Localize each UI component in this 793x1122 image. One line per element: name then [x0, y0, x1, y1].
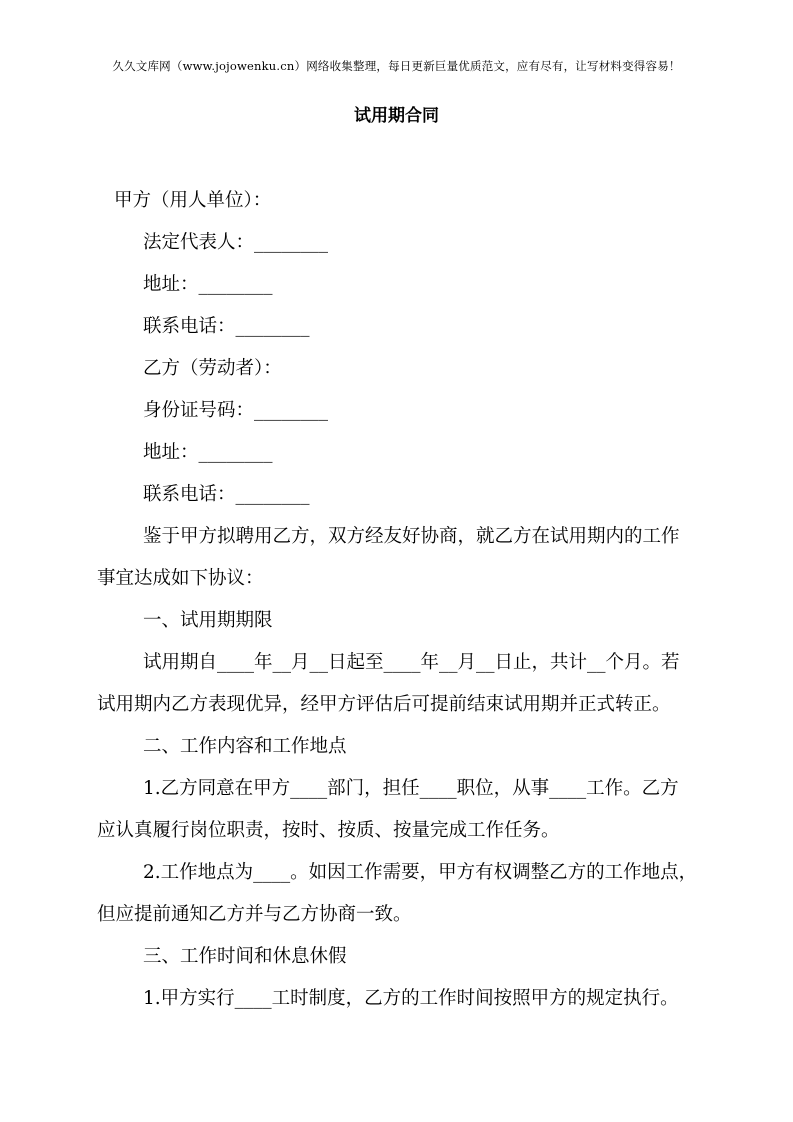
section-1-paragraph-line-1: 试用期自____年__月__日起至____年__月__日止，共计__个月。若: [143, 652, 680, 673]
section-1-paragraph-line-2: 试用期内乙方表现优异，经甲方评估后可提前结束试用期并正式转正。: [97, 694, 671, 715]
section-2-item-2-line-2: 但应提前通知乙方并与乙方协商一致。: [97, 904, 412, 925]
section-2-item-1-line-2: 应认真履行岗位职责，按时、按质、按量完成工作任务。: [97, 820, 560, 841]
party-a-label: 甲方（用人单位）：: [114, 190, 272, 211]
section-2-title: 二、工作内容和工作地点: [143, 736, 347, 757]
preamble-line-1: 鉴于甲方拟聘用乙方，双方经友好协商，就乙方在试用期内的工作: [143, 526, 680, 547]
section-1-title: 一、试用期期限: [143, 610, 273, 631]
party-b-label: 乙方（劳动者）：: [143, 358, 282, 379]
document-title: 试用期合同: [354, 106, 439, 126]
party-a-phone-field: 联系电话：________: [143, 316, 310, 337]
id-number-field: 身份证号码：________: [143, 400, 329, 421]
party-b-phone-field: 联系电话：________: [143, 484, 310, 505]
section-3-title: 三、工作时间和休息休假: [143, 946, 347, 967]
header-note: 久久文库网（www.jojowenku.cn）网络收集整理，每日更新巨量优质范文，应有尽有，让写材料变得容易！: [112, 59, 681, 73]
legal-representative-field: 法定代表人：________: [143, 232, 329, 253]
section-3-item-1: 1.甲方实行____工时制度，乙方的工作时间按照甲方的规定执行。: [143, 988, 679, 1009]
party-a-address-field: 地址：________: [143, 274, 273, 295]
party-b-address-field: 地址：________: [143, 442, 273, 463]
preamble-line-2: 事宜达成如下协议：: [97, 568, 264, 589]
section-2-item-1-line-1: 1.乙方同意在甲方____部门，担任____职位，从事____工作。乙方: [143, 778, 679, 799]
section-2-item-2-line-1: 2.工作地点为____。如因工作需要，甲方有权调整乙方的工作地点，: [143, 862, 698, 883]
